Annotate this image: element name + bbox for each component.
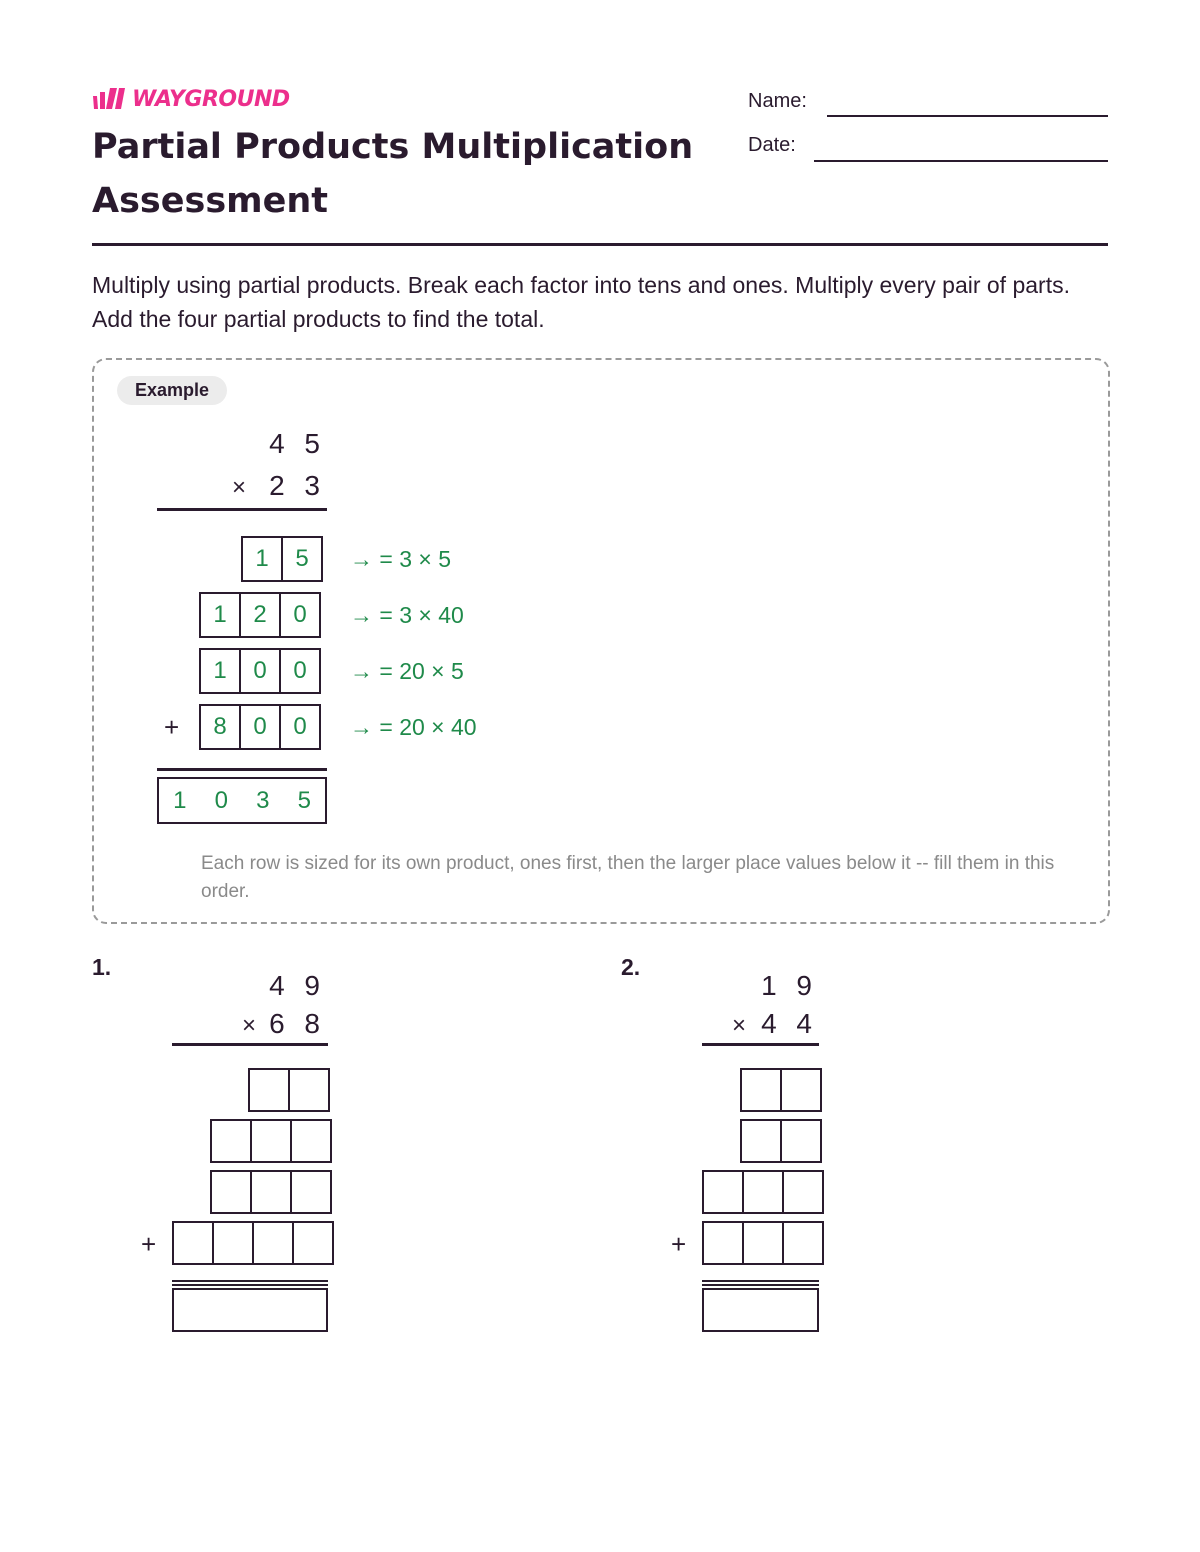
problem-2-row-1 bbox=[740, 1068, 822, 1112]
answer-digit-box[interactable] bbox=[252, 1221, 294, 1265]
example-factor-rule bbox=[157, 508, 327, 511]
problem-1-row-2 bbox=[210, 1119, 332, 1163]
example-row-3 bbox=[199, 648, 321, 694]
answer-digit-box[interactable] bbox=[290, 1119, 332, 1163]
problem-1-sum-rule bbox=[172, 1280, 328, 1286]
answer-digit-box[interactable] bbox=[290, 1170, 332, 1214]
example-digit-box: 0 bbox=[279, 592, 321, 638]
answer-digit-box[interactable] bbox=[212, 1221, 254, 1265]
problem-1-row-4 bbox=[172, 1221, 334, 1265]
problem-1-total-box[interactable] bbox=[172, 1288, 328, 1332]
example-note-4: → = 20 × 40 bbox=[350, 714, 477, 740]
example-note-3: → = 20 × 5 bbox=[350, 658, 464, 684]
name-field[interactable] bbox=[827, 115, 1108, 117]
problem-1-number: 1. bbox=[92, 954, 112, 980]
answer-digit-box[interactable] bbox=[250, 1170, 292, 1214]
answer-digit-box[interactable] bbox=[250, 1119, 292, 1163]
example-plus-sign: + bbox=[164, 712, 180, 742]
brand-logo bbox=[92, 86, 290, 112]
problem-1-top-factor: 4 9 bbox=[269, 970, 326, 1001]
example-note-2: → = 3 × 40 bbox=[350, 602, 464, 628]
example-digit-box: 2 bbox=[239, 592, 281, 638]
answer-digit-box[interactable] bbox=[780, 1068, 822, 1112]
answer-digit-box[interactable] bbox=[702, 1221, 744, 1265]
problem-1-row-3 bbox=[210, 1170, 332, 1214]
problem-2-top-factor: 1 9 bbox=[761, 970, 818, 1001]
problem-2-total-box[interactable] bbox=[702, 1288, 819, 1332]
example-digit-box: 8 bbox=[199, 704, 241, 750]
example-total-digit: 0 bbox=[214, 786, 228, 814]
answer-digit-box[interactable] bbox=[210, 1170, 252, 1214]
problem-2-row-3 bbox=[702, 1170, 824, 1214]
example-row-2 bbox=[199, 592, 321, 638]
example-total-digit: 3 bbox=[256, 786, 270, 814]
example-total-digit: 5 bbox=[297, 786, 311, 814]
problem-1-factor-rule bbox=[172, 1043, 328, 1046]
instructions: Multiply using partial products. Break each factor into tens and ones. Multiply every pair of parts. Add the four partial products to find the total. bbox=[92, 272, 1070, 332]
example-digit-box: 0 bbox=[279, 648, 321, 694]
answer-digit-box[interactable] bbox=[740, 1068, 782, 1112]
problem-1-row-1 bbox=[248, 1068, 330, 1112]
example-bottom-factor: 2 3 bbox=[269, 470, 326, 501]
problem-2-plus-sign: + bbox=[671, 1229, 687, 1259]
answer-digit-box[interactable] bbox=[742, 1170, 784, 1214]
example-row-4 bbox=[199, 704, 321, 750]
brand-name: WAYGROUND bbox=[132, 86, 290, 112]
page-title: Partial Products Multiplication Assessment bbox=[92, 127, 694, 221]
example-digit-box: 0 bbox=[239, 704, 281, 750]
example-digit-box: 0 bbox=[279, 704, 321, 750]
example-row-1 bbox=[241, 536, 323, 582]
example-total-digit: 1 bbox=[173, 786, 187, 814]
problem-1-plus-sign: + bbox=[141, 1229, 157, 1259]
example-digit-box: 1 bbox=[199, 648, 241, 694]
example-caption: Each row is sized for its own product, ones first, then the larger place values below it -- fill them in this order. bbox=[201, 853, 1055, 902]
problem-1-times-sign: × bbox=[242, 1012, 257, 1039]
example-digit-box: 1 bbox=[241, 536, 283, 582]
answer-digit-box[interactable] bbox=[172, 1221, 214, 1265]
example-note-1: → = 3 × 5 bbox=[350, 546, 452, 572]
example-sum-rule bbox=[157, 768, 327, 771]
problem-2-number: 2. bbox=[621, 954, 641, 980]
problem-2-times-sign: × bbox=[732, 1012, 747, 1039]
problem-2-factor-rule bbox=[702, 1043, 819, 1046]
example-times-sign: × bbox=[232, 474, 247, 501]
example-total-box bbox=[157, 777, 327, 824]
example-digit-box: 5 bbox=[281, 536, 323, 582]
answer-digit-box[interactable] bbox=[782, 1221, 824, 1265]
answer-digit-box[interactable] bbox=[780, 1119, 822, 1163]
header-divider bbox=[92, 243, 1108, 246]
example-digit-box: 1 bbox=[199, 592, 241, 638]
problem-2-bottom-factor: 4 4 bbox=[761, 1008, 818, 1039]
example-digit-box: 0 bbox=[239, 648, 281, 694]
name-label: Name: bbox=[748, 90, 807, 112]
wayground-logo-icon bbox=[92, 87, 126, 111]
problem-1-bottom-factor: 6 8 bbox=[269, 1008, 326, 1039]
answer-digit-box[interactable] bbox=[702, 1170, 744, 1214]
example-badge: Example bbox=[117, 376, 227, 405]
answer-digit-box[interactable] bbox=[210, 1119, 252, 1163]
answer-digit-box[interactable] bbox=[740, 1119, 782, 1163]
problem-2-row-4 bbox=[702, 1221, 824, 1265]
problem-2-sum-rule bbox=[702, 1280, 819, 1286]
answer-digit-box[interactable] bbox=[292, 1221, 334, 1265]
problem-2-row-2 bbox=[740, 1119, 822, 1163]
date-label: Date: bbox=[748, 134, 796, 156]
answer-digit-box[interactable] bbox=[248, 1068, 290, 1112]
answer-digit-box[interactable] bbox=[288, 1068, 330, 1112]
date-field[interactable] bbox=[814, 160, 1108, 162]
answer-digit-box[interactable] bbox=[782, 1170, 824, 1214]
answer-digit-box[interactable] bbox=[742, 1221, 784, 1265]
example-top-factor: 4 5 bbox=[269, 428, 326, 459]
